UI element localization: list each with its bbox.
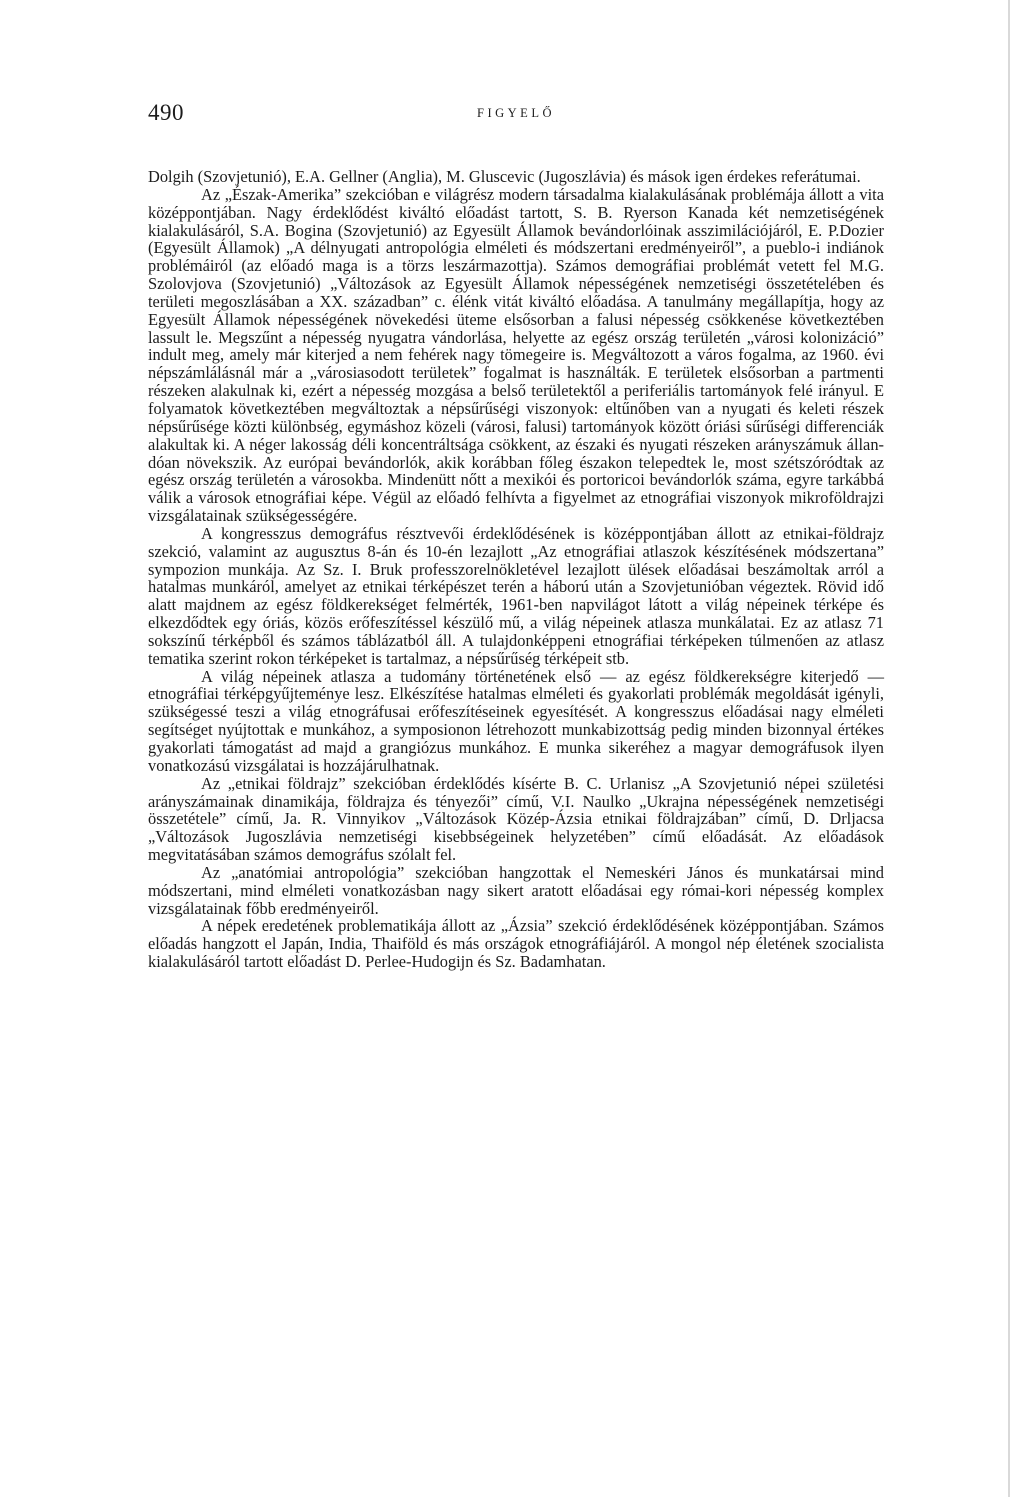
paragraph-1: Dolgih (Szovjetunió), E.A. Gellner (Anglia), M. Gluscevic (Jugoszlávia) és mások igen érdekes referátumai. (148, 167, 861, 186)
paragraph-3: A kongresszus demográfus résztvevői érdeklődésének is középpontjában állott az etnikai-földrajz szekció, valamint az augusztus 8-án és 10-én lezajlott „Az etnográfiai atlaszok készítésének módszertana” sympozion munkája. Az Sz. I. Bruk professzorelnökletével lezajlott ülések előadásai beszámoltak arról a hatalmas munkáról, amelyet az etnikai térképészet terén a háború után a Szovjetunióban végeztek. Rövid idő alatt majdnem az egész földkerekséget felmérték, 1961-ben napvilágot látott a világ népeinek térképe és elkezdődtek egy óriás, közös erőfeszítéssel készülő mű, a világ népeinek atlasza munkálatai. Ez az atlasz 71 sokszínű térképből és számos táblázatból áll. A tulajdonképpeni etnográfiai térképeken túlmenően az atlasz tematika szerint rokon térképeket is tartalmaz, a népsűrűség térképeit stb. (148, 523, 884, 668)
paragraph-6: Az „anatómiai antropológia” szekcióban hangzottak el Nemeskéri János és munkatársai mind módszertani, mind elméleti vonatkozásban nagy sikert aratott előadásai egy római-kori népesség komplex vizsgálatainak főbb eredményeiről. (148, 862, 884, 918)
paragraph-5: Az „etnikai földrajz” szekcióban érdeklődés kísérte B. C. Urlanisz „A Szovjetunió népei születési arányszámainak dinamikája, földrajza és tényezői” című, V.I. Naulko „Ukrajna népességének nemzetiségi összetétele” című, Ja. R. Vinnyikov „Változások Közép-Ázsia etnikai földrajzában” című, D. Drljacsa „Változások Jugoszlávia nemzetiségi kisebbségeinek helyzetében” című előadását. Az előadások megvitatásában számos demográfus szólalt fel. (148, 773, 884, 865)
page-header (148, 100, 884, 140)
page-number: 490 (148, 100, 184, 125)
scan-edge-line (1008, 0, 1010, 1497)
paragraph-2: Az „Észak-Amerika” szekcióban e világrész modern társadalma kialakulásának problémája állott a vita középpontjában. Nagy érdeklődést kiváltó előadást tartott, S. B. Ryerson Kanada két nemzetiségének kialakulásáról, S.A. Bogina (Szovjetunió) az Egyesült Államok bevándorlóinak asszimilációjáról, E. P.Dozier (Egyesült Államok) „A délnyugati antropológia elméleti és módszertani eredményeiről”, a pueblo-i indiánok problémáiról (az előadó maga is a törzs leszármazottja). Számos demográfiai problémát vetett fel M.G. Szolovjova (Szovjetunió) „Változások az Egyesült Államok népességének nemzetiségi összetételében és területi megoszlásában a XX. században” c. élénk vitát kiváltó előadása. A tanulmány megállapítja, hogy az Egyesült Államok népességének növekedési üteme elsősorban a falusi népesség csökkenése következtében lassult le. Megszűnt a népesség nyugatra vándorlása, helyette az egész ország területén „városi kolonizáció” indult meg, amely már kiterjed a nem fehérek nagy tömegeire is. Megváltozott a város fogalma, az 1960. évi népszámlálásnál már a „városiasodott területek” fogalmat is használták. E területek elsősorban a partmenti részeken alakulnak ki, ezért a népesség mozgása a belső területektől a periferiális tartományok felé irányul. E folyamatok következtében megváltoztak a népsűrűségi viszonyok: eltűnőben van a nyugati és keleti részek népsűrűsége közti különbség, egymáshoz közeli (városi, falusi) tartományok között óriási sűrűségi differenciák alakultak ki. A néger lakosság déli koncentráltsága csökkent, az északi és nyugati részeken arányszámuk állandóan növekszik. Az európai bevándorlók, akik korábban főleg északon telepedtek le, most szétszóródtak az egész ország területén a városokba. Mindenütt nőtt a mexikói és portoricoi bevándorlók száma, egyre tarkábbá válik a városok etnográfiai képe. Végül az előadó felhívta a figyelmet az etnográfiai viszonyok mikroföldrajzi vizsgálatainak szükségességére. (148, 184, 884, 526)
paragraph-7: A népek eredetének problematikája állott az „Ázsia” szekció érdeklődésének középpontjában. Számos előadás hangzott el Japán, India, Thaiföld és más országok etnográfiájáról. A mongol nép életének szocialista kialakulásáról tartott előadást D. Perlee-Hudogijn és Sz. Badamhatan. (148, 916, 884, 972)
paragraph-4: A világ népeinek atlasza a tudomány történetének első — az egész földkerekségre kiterjedő — etnográfiai térképgyűjteménye lesz. Elkészítése hatalmas elméleti és gyakorlati problémák megoldását igényli, szükségessé teszi a világ etnográfusai erőfeszítéseinek egyesítését. A kongresszus előadásai nagy elméleti segítséget nyújtottak e munkához, a symposionon létrehozott munkabizottság pedig minden bizonnyal értékes gyakorlati támogatást ad majd a grangiózus munkához. E munka sikeréhez a magyar demográfusok ilyen vonatkozású vizsgálatai is hozzájárulhatnak. (148, 666, 884, 775)
running-title: FIGYELŐ (477, 106, 555, 120)
article-body (148, 168, 884, 971)
